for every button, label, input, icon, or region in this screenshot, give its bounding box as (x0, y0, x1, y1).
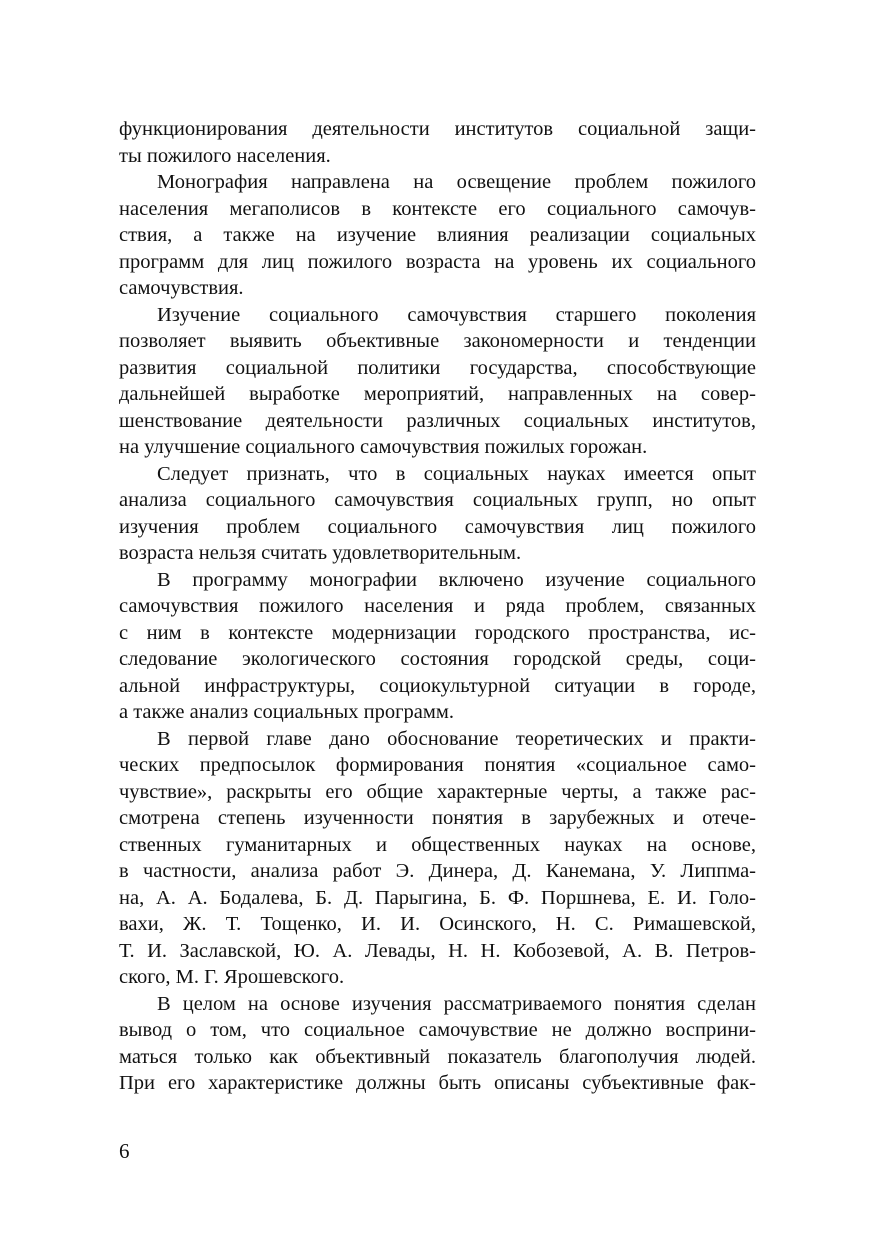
paragraph (119, 169, 756, 302)
text-line: самочувствия пожилого населения и ряда проблем, связанных (119, 595, 756, 617)
text-line: Т. И. Заславской, Ю. А. Левады, Н. Н. Кобозевой, А. В. Петров- (119, 939, 756, 962)
text-line: ты пожилого населения. (119, 144, 331, 167)
paragraph (119, 567, 756, 726)
text-line: следование экологического состояния городской среды, соци- (119, 648, 756, 670)
text-line: альной инфраструктуры, социокультурной ситуации в городе, (119, 674, 756, 697)
text-line: маться только как объективный показатель благополучия людей. (119, 1045, 756, 1068)
paragraph (119, 726, 756, 991)
text-line: с ним в контексте модернизации городского пространства, ис- (119, 621, 756, 644)
paragraph (119, 991, 756, 1097)
paragraph (119, 116, 756, 169)
text-line: на улучшение социального самочувствия пожилых горожан. (119, 436, 648, 458)
text-line: В первой главе дано обоснование теоретических и практи- (157, 727, 756, 750)
text-line: на, А. А. Бодалева, Б. Д. Парыгина, Б. Ф. Поршнева, Е. И. Голо- (119, 886, 756, 909)
text-line: ственных гуманитарных и общественных науках на основе, (119, 833, 756, 856)
text-line: шенствование деятельности различных социальных институтов, (119, 409, 756, 432)
text-line: а также анализ социальных программ. (119, 701, 454, 723)
text-line: развития социальной политики государства, способствующие (119, 356, 756, 379)
text-line: При его характеристике должны быть описаны субъективные фак- (119, 1072, 756, 1094)
text-line: функционирования деятельности институтов социальной защи- (119, 118, 756, 140)
text-line: В целом на основе изучения рассматриваемого понятия сделан (157, 992, 756, 1015)
text-line: смотрена степень изученности понятия в зарубежных и отече- (119, 807, 756, 829)
text-line: ствия, а также на изучение влияния реализации социальных (119, 224, 756, 246)
text-line: Следует признать, что в социальных науках имеется опыт (157, 462, 756, 485)
text-line: В программу монографии включено изучение социального (157, 568, 756, 591)
page-text-body (119, 116, 756, 1097)
text-line: населения мегаполисов в контексте его социального самочув- (119, 197, 756, 220)
text-line: вахи, Ж. Т. Тощенко, И. И. Осинского, Н. С. Римашевской, (119, 913, 756, 935)
text-line: дальнейшей выработке мероприятий, направленных на совер- (119, 383, 756, 405)
page-number: 6 (119, 1139, 130, 1163)
text-line: самочувствия. (119, 277, 244, 299)
text-line: изучения проблем социального самочувствия лиц пожилого (119, 515, 756, 538)
text-line: Изучение социального самочувствия старшего поколения (157, 303, 756, 326)
text-line: программ для лиц пожилого возраста на уровень их социального (119, 250, 756, 273)
text-line: анализа социального самочувствия социальных групп, но опыт (119, 489, 756, 511)
text-line: ческих предпосылок формирования понятия «социальное само- (119, 754, 756, 776)
text-line: позволяет выявить объективные закономерности и тенденции (119, 330, 756, 352)
text-line: возраста нельзя считать удовлетворительным. (119, 542, 522, 564)
text-line: Монография направлена на освещение проблем пожилого (157, 171, 756, 193)
paragraph (119, 302, 756, 461)
text-line: вывод о том, что социальное самочувствие не должно восприни- (119, 1019, 756, 1041)
text-line: в частности, анализа работ Э. Динера, Д. Канемана, У. Липпма- (119, 860, 756, 882)
text-line: чувствие», раскрыты его общие характерные черты, а также рас- (119, 780, 756, 803)
text-line: ского, М. Г. Ярошевского. (119, 966, 345, 988)
paragraph (119, 461, 756, 567)
